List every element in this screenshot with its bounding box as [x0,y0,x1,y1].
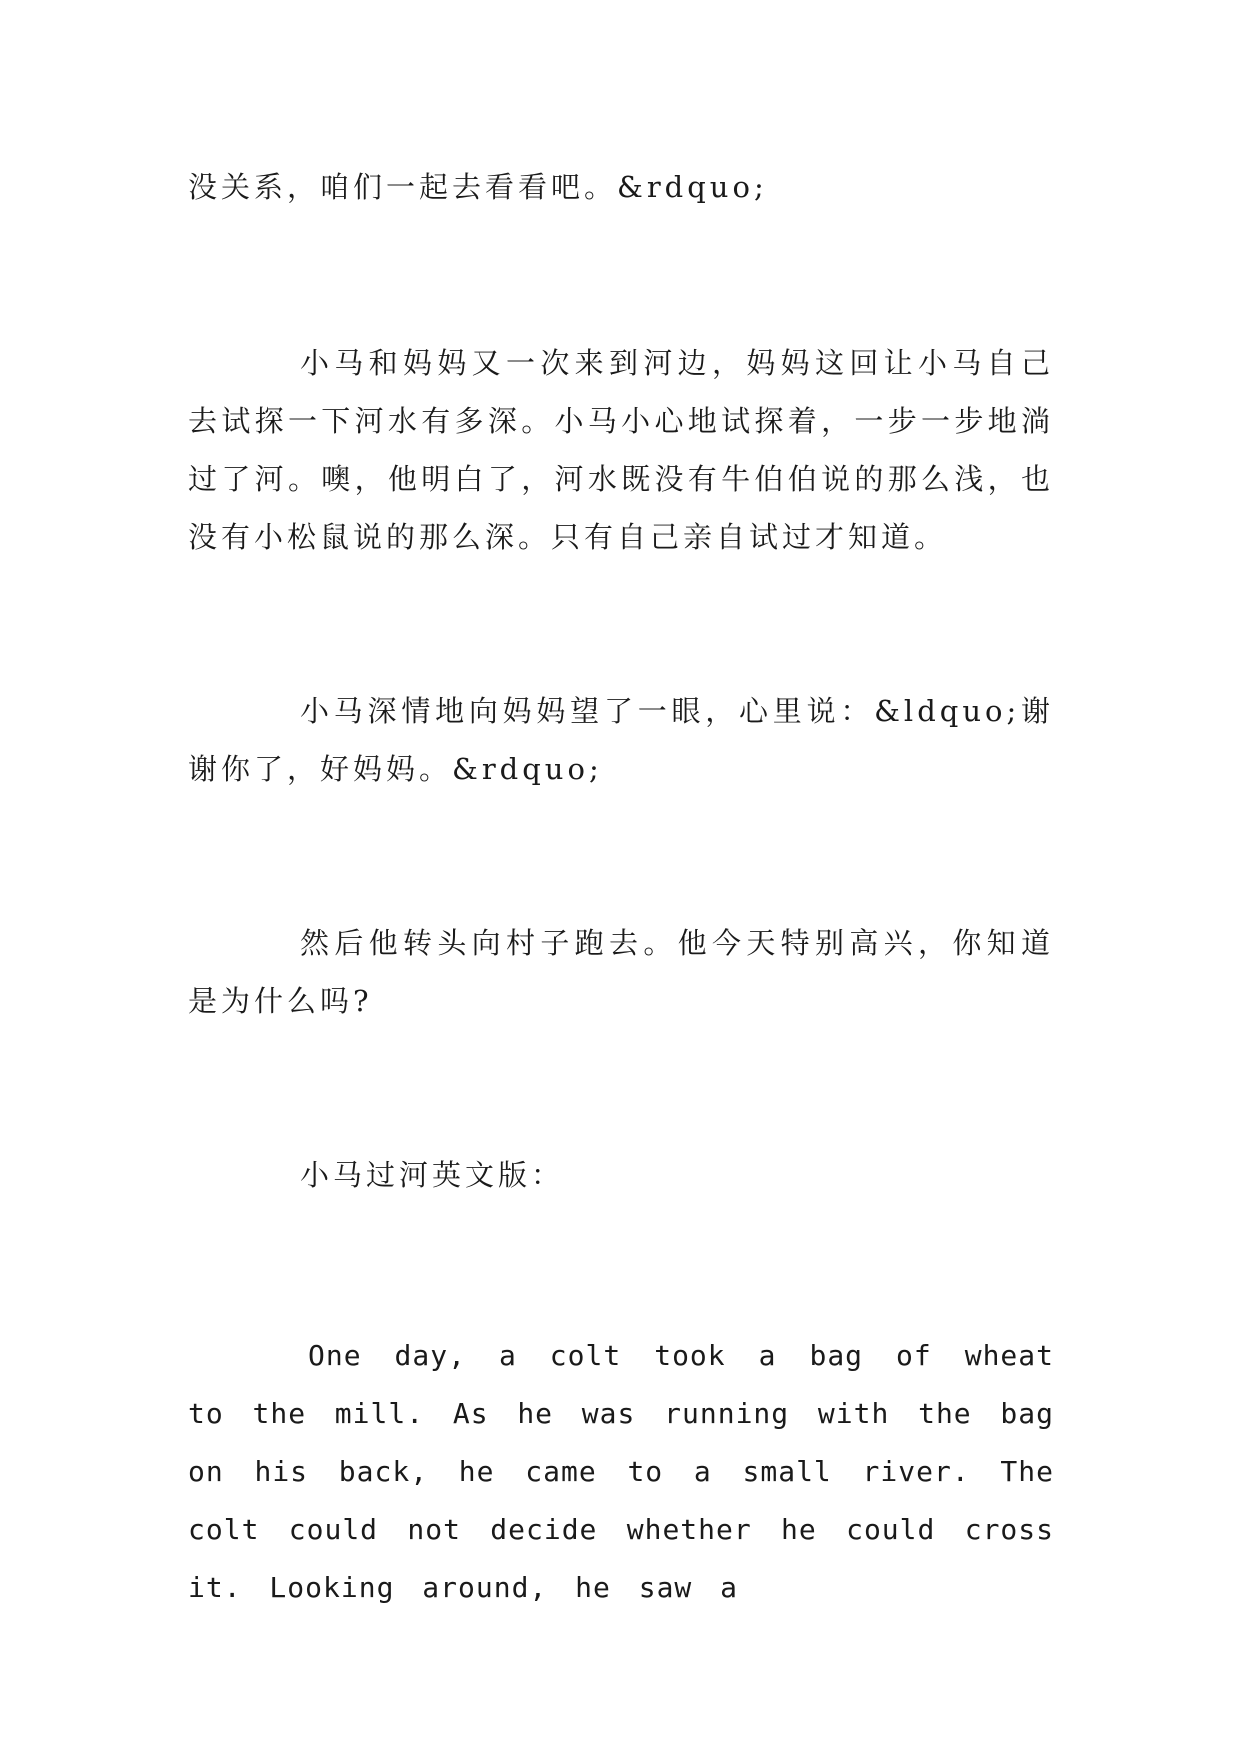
paragraph-english-story: One day, a colt took a bag of wheat to the mill. As he was running with the bag on his back, he came to a small river. The colt could not decide whether he could cross it. Looking around, he saw a [188,1339,1054,1604]
paragraph-thanks-mother: 小马深情地向妈妈望了一眼，心里说：&ldquo;谢谢你了，好妈妈。&rdquo; [188,694,1054,786]
paragraph-run-to-village: 然后他转头向村子跑去。他今天特别高兴，你知道是为什么吗? [188,926,1054,1018]
paragraph-continuation: 没关系，咱们一起去看看吧。&rdquo; [188,170,768,204]
paragraph-river-test: 小马和妈妈又一次来到河边，妈妈这回让小马自己去试探一下河水有多深。小马小心地试探着，一步一步地淌过了河。噢，他明白了，河水既没有牛伯伯说的那么浅，也没有小松鼠说的那么深。只有自己亲自试过才知道。 [188,346,1054,554]
section-heading-english-version: 小马过河英文版： [300,1158,565,1192]
